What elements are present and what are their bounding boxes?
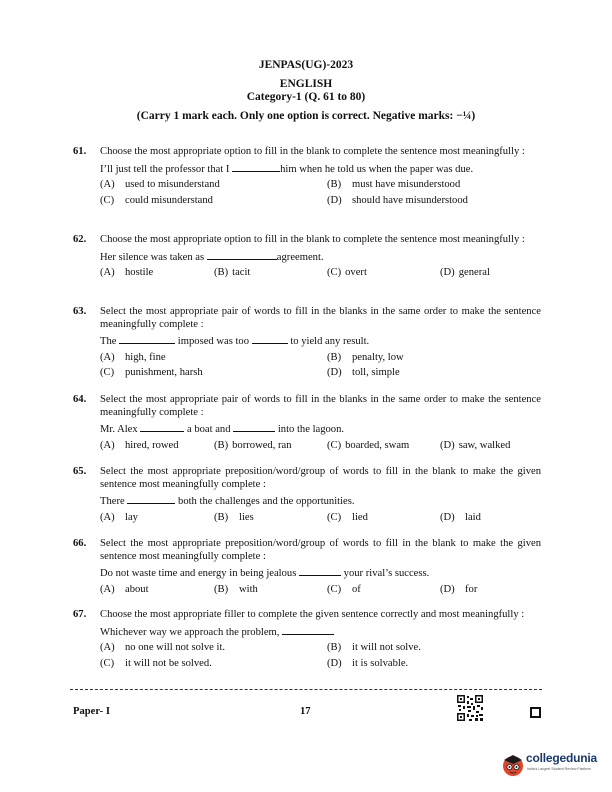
option-c[interactable]: (C) of	[327, 583, 361, 595]
option-a[interactable]: (A) lay	[100, 511, 138, 523]
option-a[interactable]: (A) hostile	[100, 267, 154, 279]
answer-blank	[232, 162, 280, 172]
question-sentence: Do not waste time and energy in being jealous your rival’s success.	[100, 568, 430, 580]
answer-blank	[119, 334, 175, 344]
question-sentence: Her silence was taken as agreement.	[100, 251, 324, 263]
options	[100, 584, 541, 597]
answer-blank	[252, 334, 288, 344]
brand-name: collegedunia	[526, 751, 597, 765]
brand-tagline: India's Largest Student Review Platform	[527, 767, 591, 771]
square-marker-icon	[530, 707, 541, 718]
answer-blank	[127, 494, 175, 504]
answer-blank	[282, 625, 334, 635]
option-c[interactable]: (C) lied	[327, 511, 368, 523]
question-stem: Choose the most appropriate option to fill in the blank to complete the sentence most meaningfully :	[100, 234, 525, 245]
question-number: 66.	[73, 538, 87, 549]
question-63	[73, 306, 541, 380]
option-a[interactable]: (A) no one will not solve it.	[100, 642, 226, 654]
question-64	[73, 394, 541, 453]
question-sentence: Whichever way we approach the problem,	[100, 625, 541, 640]
option-a[interactable]: (A) used to misunderstand	[100, 179, 220, 191]
question-stem: Select the most appropriate pair of words to fill in the blanks in the same order to make the sentence meaningfully complete :	[100, 394, 541, 418]
option-c[interactable]: (C) it will not be solved.	[100, 657, 212, 669]
options	[100, 179, 541, 207]
option-b[interactable]: (B) it will not solve.	[327, 642, 421, 654]
option-a[interactable]: (A) hired, rowed	[100, 439, 179, 451]
question-67	[73, 609, 541, 670]
question-number: 62.	[73, 234, 87, 245]
question-stem: Select the most appropriate preposition/word/group of words to fill in the blank to make the given sentence most meaningfully complete :	[100, 466, 541, 490]
option-b[interactable]: (B) must have misunderstood	[327, 179, 461, 191]
option-d[interactable]: (D) should have misunderstood	[327, 194, 468, 206]
option-d[interactable]: (D) general	[440, 267, 490, 279]
option-b[interactable]: (B) lies	[214, 511, 254, 523]
exam-title: JENPAS(UG)-2023	[258, 59, 354, 71]
answer-blank	[233, 422, 275, 432]
options	[100, 512, 541, 525]
options	[100, 267, 541, 280]
question-sentence: Mr. Alex a boat and into the lagoon.	[100, 424, 345, 436]
options	[100, 440, 541, 453]
option-d[interactable]: (D) toll, simple	[327, 367, 400, 379]
question-62	[73, 234, 541, 280]
footer-divider	[70, 689, 542, 690]
option-c[interactable]: (C) could misunderstand	[100, 194, 213, 206]
question-66	[73, 538, 541, 597]
options	[100, 642, 541, 670]
page-number: 17	[300, 706, 311, 717]
category-title: Category-1 (Q. 61 to 80)	[246, 91, 366, 103]
option-d[interactable]: (D) saw, walked	[440, 439, 511, 451]
question-sentence: I’ll just tell the professor that I him when he told us when the paper was due.	[100, 163, 474, 175]
qr-code-icon	[456, 694, 484, 722]
answer-blank	[299, 566, 341, 576]
subject-title: ENGLISH	[279, 78, 333, 90]
option-d[interactable]: (D) for	[440, 583, 478, 595]
question-number: 63.	[73, 306, 87, 317]
question-stem: Choose the most appropriate filler to complete the given sentence correctly and most meaningfully :	[100, 609, 525, 620]
question-61	[73, 146, 541, 207]
question-sentence: There both the challenges and the opportunities.	[100, 496, 355, 508]
question-sentence: The imposed was too to yield any result.	[100, 336, 370, 348]
question-stem: Select the most appropriate preposition/word/group of words to fill in the blank to make the given sentence most meaningfully complete :	[100, 538, 541, 562]
answer-blank	[140, 422, 184, 432]
options	[100, 352, 541, 380]
option-a[interactable]: (A) high, fine	[100, 351, 166, 363]
option-b[interactable]: (B) borrowed, ran	[214, 439, 292, 451]
paper-label: Paper- I	[73, 706, 110, 717]
marking-instructions: (Carry 1 mark each. Only one option is correct. Negative marks: −¼)	[136, 110, 476, 122]
question-65	[73, 466, 541, 525]
option-c[interactable]: (C) overt	[327, 267, 367, 279]
option-b[interactable]: (B) tacit	[214, 267, 251, 279]
question-number: 67.	[73, 609, 87, 620]
question-number: 61.	[73, 146, 87, 157]
option-b[interactable]: (B) penalty, low	[327, 351, 404, 363]
option-d[interactable]: (D) laid	[440, 511, 481, 523]
option-a[interactable]: (A) about	[100, 583, 149, 595]
question-number: 64.	[73, 394, 87, 405]
question-number: 65.	[73, 466, 87, 477]
option-d[interactable]: (D) it is solvable.	[327, 657, 409, 669]
option-c[interactable]: (C) boarded, swam	[327, 439, 410, 451]
question-stem: Select the most appropriate pair of words to fill in the blanks in the same order to make the sentence meaningfully complete :	[100, 306, 541, 330]
answer-blank	[207, 250, 277, 260]
option-c[interactable]: (C) punishment, harsh	[100, 367, 203, 379]
question-stem: Choose the most appropriate option to fill in the blank to complete the sentence most meaningfully :	[100, 146, 525, 157]
option-b[interactable]: (B) with	[214, 583, 258, 595]
